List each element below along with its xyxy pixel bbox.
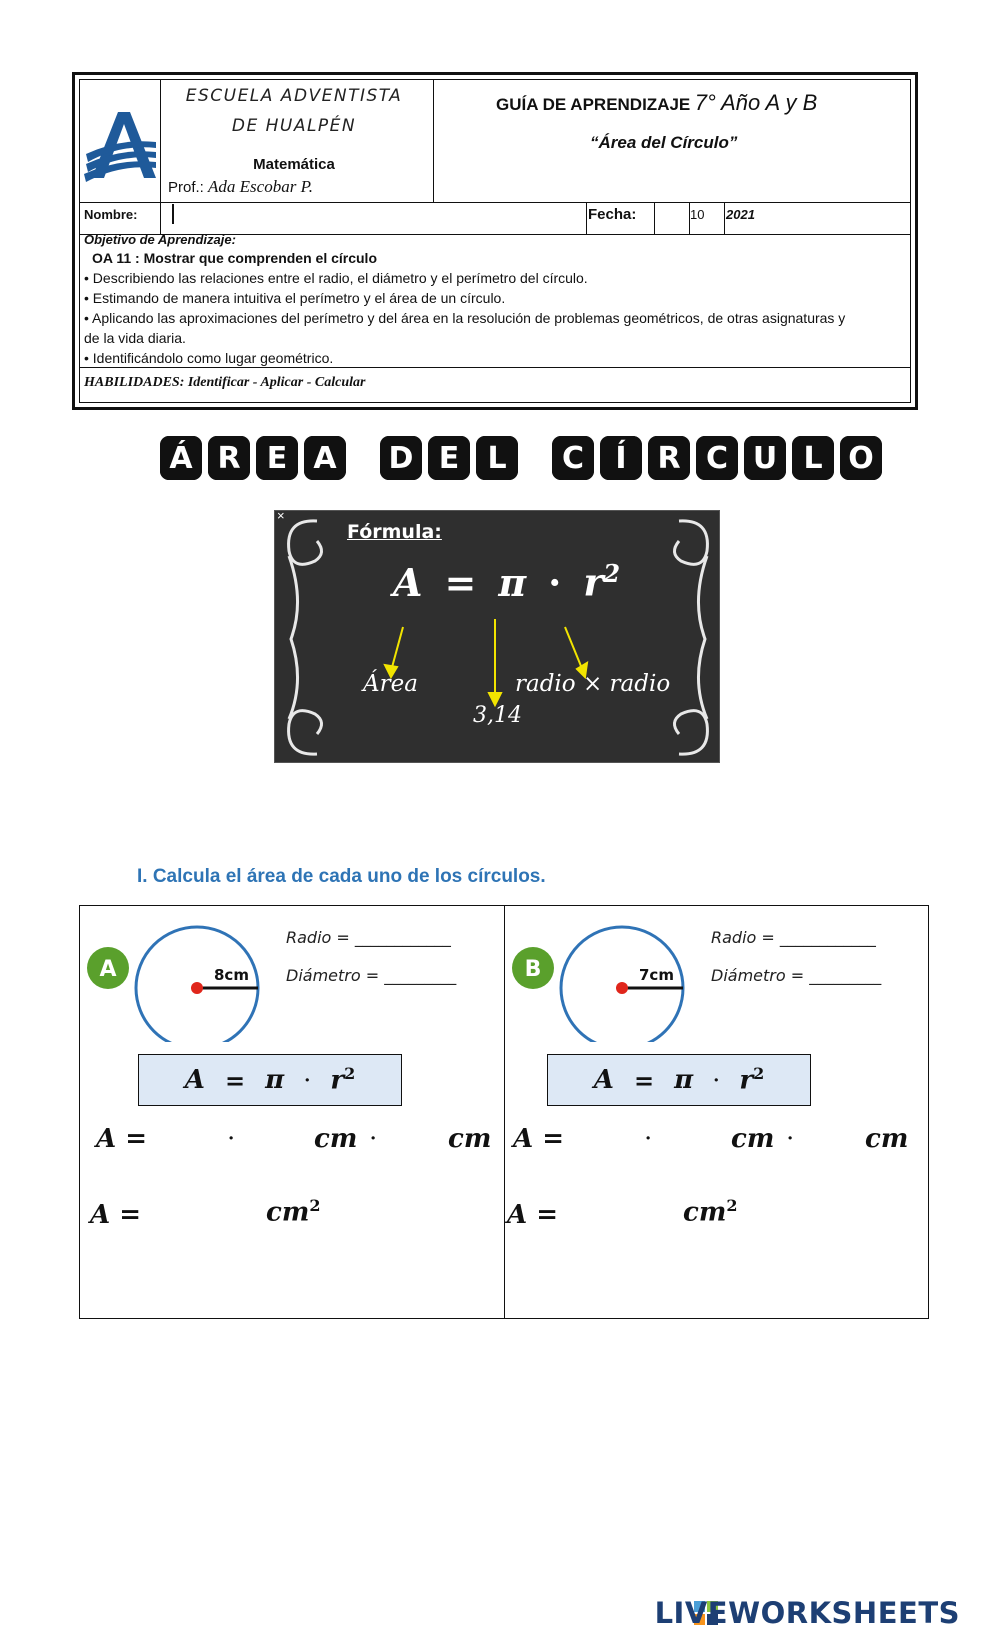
answer-result-b[interactable]: [567, 1198, 673, 1234]
close-icon[interactable]: ×: [277, 510, 285, 523]
box-exponent: 2: [344, 1064, 356, 1084]
line1-dot2-b: ·: [787, 1128, 794, 1149]
formula-equals: =: [444, 559, 477, 605]
diametro-blank-b[interactable]: Diámetro = _________: [711, 966, 882, 985]
formula-pi: π: [498, 559, 527, 605]
teacher-name: Ada Escobar P.: [208, 177, 314, 196]
board-formula: [393, 559, 620, 605]
date-year: 2021: [726, 207, 755, 222]
radio-blank-b[interactable]: Radio = ____________: [711, 928, 876, 947]
objective-bullet: • Identificándolo como lugar geométrico.: [84, 350, 334, 366]
title-tile: R: [208, 436, 250, 480]
circle-figure-b: [505, 912, 685, 1042]
line2-unit-b: [683, 1196, 737, 1228]
objective-bullet: de la vida diaria.: [84, 330, 186, 346]
box-radius: [739, 1064, 764, 1096]
formula-area-symbol: A: [393, 559, 423, 605]
formula-chalkboard: [274, 510, 720, 763]
line2-unit-a: [266, 1196, 320, 1228]
objective-title: Objetivo de Aprendizaje:: [84, 232, 236, 247]
line1-dot1-a: ·: [228, 1128, 235, 1149]
line2-exp-a: 2: [309, 1196, 321, 1215]
guide-title: GUÍA DE APRENDIZAJE: [496, 95, 691, 114]
objective-bullet: • Estimando de manera intuitiva el perímetro y el área de un círculo.: [84, 290, 506, 306]
subject-label: Matemática: [253, 156, 335, 173]
objective-bullet: • Describiendo las relaciones entre el radio, el diámetro y el perímetro del círculo.: [84, 270, 588, 286]
box-dot: ·: [304, 1069, 311, 1091]
box-area-symbol: A: [593, 1065, 614, 1095]
line1-area-b: A =: [513, 1124, 565, 1154]
radius-label-b: 7cm: [639, 966, 674, 984]
answer-pi-b[interactable]: [567, 1124, 643, 1160]
name-label: Nombre:: [84, 207, 138, 222]
exercise-a: [80, 906, 504, 1318]
formula-radius-letter: r: [583, 559, 604, 605]
teacher-label: Prof.:: [168, 179, 204, 196]
answer-radius2-a[interactable]: [380, 1124, 442, 1160]
line2-cm-b: cm: [683, 1197, 727, 1228]
objective-oa: OA 11 : Mostrar que comprenden el círculo: [92, 250, 377, 266]
box-exponent: 2: [753, 1064, 765, 1084]
box-dot: ·: [713, 1069, 720, 1091]
badge-a: A: [99, 957, 117, 982]
formula-label: Fórmula:: [347, 521, 442, 543]
line1-dot1-b: ·: [645, 1128, 652, 1149]
title-tile: U: [744, 436, 786, 480]
line2-cm-a: cm: [266, 1197, 310, 1228]
guide-grade: 7° Año A y B: [694, 90, 818, 115]
answer-pi-a[interactable]: [150, 1124, 226, 1160]
title-tile: R: [648, 436, 690, 480]
date-month: 10: [690, 207, 705, 222]
badge-b: B: [524, 957, 542, 982]
diametro-blank-a[interactable]: Diámetro = _________: [286, 966, 457, 985]
school-name-line2: DE HUALPÉN: [231, 116, 357, 136]
label-area: Área: [363, 671, 418, 697]
title-tile: C: [552, 436, 594, 480]
guide-heading: [496, 90, 817, 116]
exercise-b: [505, 906, 929, 1318]
line2-area-b: A =: [507, 1200, 559, 1230]
box-equals: =: [633, 1065, 655, 1095]
objective-bullet: • Aplicando las aproximaciones del perímetro y del área en la resolución de problemas geométricos, de otras asignaturas y: [84, 310, 846, 326]
page-title: [160, 436, 882, 484]
label-pi-value: 3,14: [473, 703, 522, 728]
title-tile: O: [840, 436, 882, 480]
answer-radius1-b[interactable]: [657, 1124, 727, 1160]
title-space: [524, 436, 546, 484]
formula-radius: [583, 559, 620, 605]
guide-subtitle: “Área del Círculo”: [590, 133, 738, 152]
box-equals: =: [224, 1065, 246, 1095]
line1-dot2-a: ·: [370, 1128, 377, 1149]
formula-exponent: 2: [603, 559, 621, 588]
date-label: Fecha:: [588, 206, 637, 223]
liveworksheets-brand: LIVEWORKSHEETS: [654, 1596, 960, 1630]
school-name-line1: ESCUELA ADVENTISTA: [185, 86, 403, 106]
title-tile: D: [380, 436, 422, 480]
radius-label-a: 8cm: [214, 966, 249, 984]
label-radio-radio: radio × radio: [515, 671, 671, 697]
title-tile: C: [696, 436, 738, 480]
date-day-input[interactable]: [654, 202, 688, 230]
title-tile: E: [428, 436, 470, 480]
box-pi: π: [265, 1065, 285, 1095]
box-radius-letter: r: [739, 1065, 754, 1096]
title-tile: E: [256, 436, 298, 480]
skills-line: HABILIDADES: Identificar - Aplicar - Calcular: [84, 375, 366, 390]
line1-cm1-a: cm: [314, 1124, 358, 1154]
title-tile: Í: [600, 436, 642, 480]
name-input[interactable]: [162, 202, 582, 230]
box-area-symbol: A: [184, 1065, 205, 1095]
radio-blank-a[interactable]: Radio = ____________: [286, 928, 451, 947]
line1-cm1-b: cm: [731, 1124, 775, 1154]
formula-dot: ·: [548, 559, 562, 605]
line2-exp-b: 2: [726, 1196, 738, 1215]
formula-box-a: [138, 1054, 402, 1106]
box-radius: [330, 1064, 355, 1096]
line1-cm2-a: cm: [448, 1124, 492, 1154]
box-radius-letter: r: [330, 1065, 345, 1096]
answer-result-a[interactable]: [150, 1198, 256, 1234]
box-pi: π: [674, 1065, 694, 1095]
title-space: [352, 436, 374, 484]
objective-bullets: [84, 268, 904, 368]
formula-box-b: [547, 1054, 811, 1106]
answer-radius2-b[interactable]: [797, 1124, 859, 1160]
school-logo: [84, 108, 158, 184]
title-tile: A: [304, 436, 346, 480]
answer-radius1-a[interactable]: [240, 1124, 310, 1160]
section-heading: I. Calcula el área de cada uno de los círculos.: [137, 866, 546, 887]
title-tile: L: [476, 436, 518, 480]
title-tile: L: [792, 436, 834, 480]
line1-area-a: A =: [96, 1124, 148, 1154]
line1-cm2-b: cm: [865, 1124, 909, 1154]
line2-area-a: A =: [90, 1200, 142, 1230]
title-tile: Á: [160, 436, 202, 480]
circle-figure-a: [80, 912, 260, 1042]
teacher-line: [168, 177, 313, 197]
